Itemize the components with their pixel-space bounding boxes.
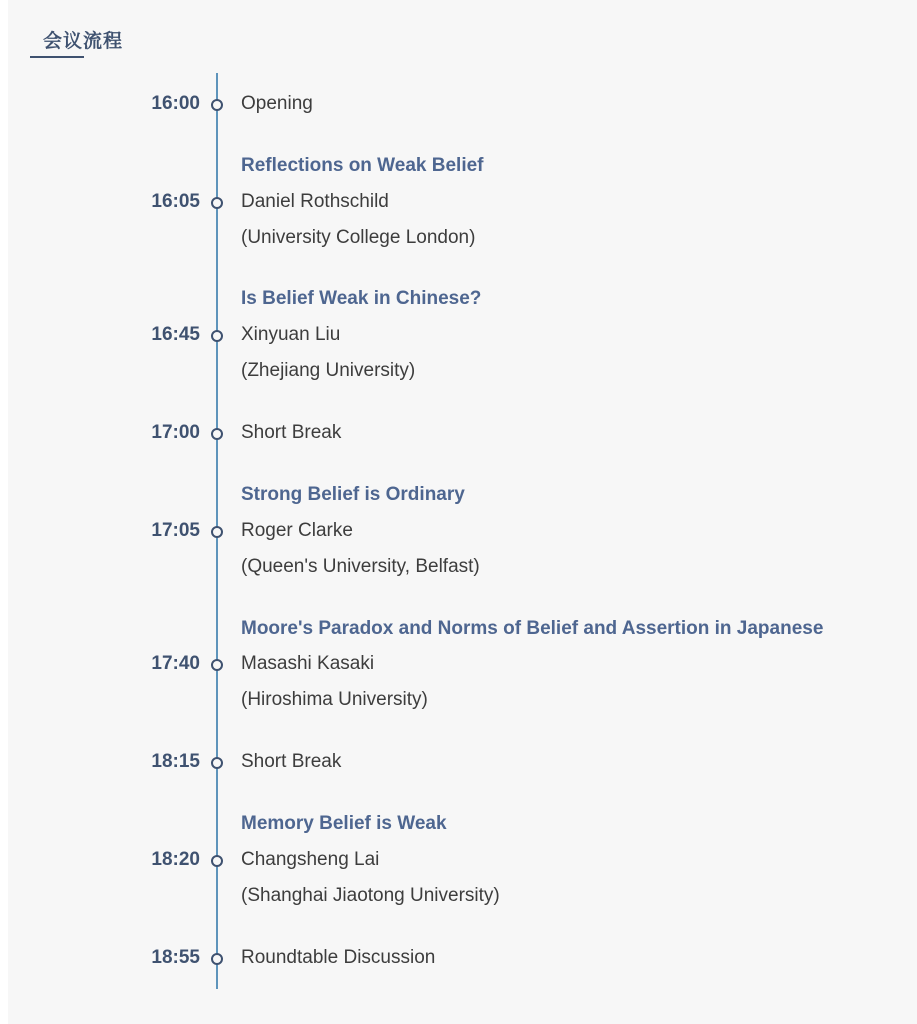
talk-title: Reflections on Weak Belief: [241, 155, 484, 176]
event-time: 17:05: [151, 520, 200, 541]
timeline-dot: [211, 526, 223, 538]
speaker-name: Changsheng Lai: [241, 849, 380, 870]
talk-title: Is Belief Weak in Chinese?: [241, 288, 482, 309]
timeline-dot: [211, 953, 223, 965]
section-title: 会议流程: [43, 30, 124, 52]
speaker-name: Roger Clarke: [241, 520, 353, 541]
speaker-affiliation: (Shanghai Jiaotong University): [241, 885, 500, 906]
event-label: Short Break: [241, 422, 342, 443]
event-label: Roundtable Discussion: [241, 947, 436, 968]
timeline-dot: [211, 757, 223, 769]
event-label: Opening: [241, 93, 313, 114]
event-time: 18:55: [151, 947, 200, 968]
event-time: 17:40: [151, 653, 200, 674]
event-time: 18:15: [151, 751, 200, 772]
timeline-dot: [211, 330, 223, 342]
timeline-dot: [211, 99, 223, 111]
talk-title: Strong Belief is Ordinary: [241, 484, 465, 505]
speaker-affiliation: (Queen's University, Belfast): [241, 556, 480, 577]
event-time: 16:00: [151, 93, 200, 114]
event-label: Short Break: [241, 751, 342, 772]
timeline-dot: [211, 659, 223, 671]
event-time: 16:45: [151, 324, 200, 345]
speaker-affiliation: (Hiroshima University): [241, 689, 428, 710]
speaker-name: Xinyuan Liu: [241, 324, 341, 345]
event-time: 16:05: [151, 191, 200, 212]
section-title-underline: [30, 56, 84, 58]
talk-title: Memory Belief is Weak: [241, 813, 447, 834]
timeline-dot: [211, 855, 223, 867]
event-time: 18:20: [151, 849, 200, 870]
talk-title: Moore's Paradox and Norms of Belief and Assertion in Japanese: [241, 618, 824, 639]
speaker-name: Daniel Rothschild: [241, 191, 389, 212]
timeline-dot: [211, 197, 223, 209]
speaker-name: Masashi Kasaki: [241, 653, 375, 674]
speaker-affiliation: (Zhejiang University): [241, 360, 416, 381]
event-time: 17:00: [151, 422, 200, 443]
speaker-affiliation: (University College London): [241, 227, 476, 248]
timeline-dot: [211, 428, 223, 440]
